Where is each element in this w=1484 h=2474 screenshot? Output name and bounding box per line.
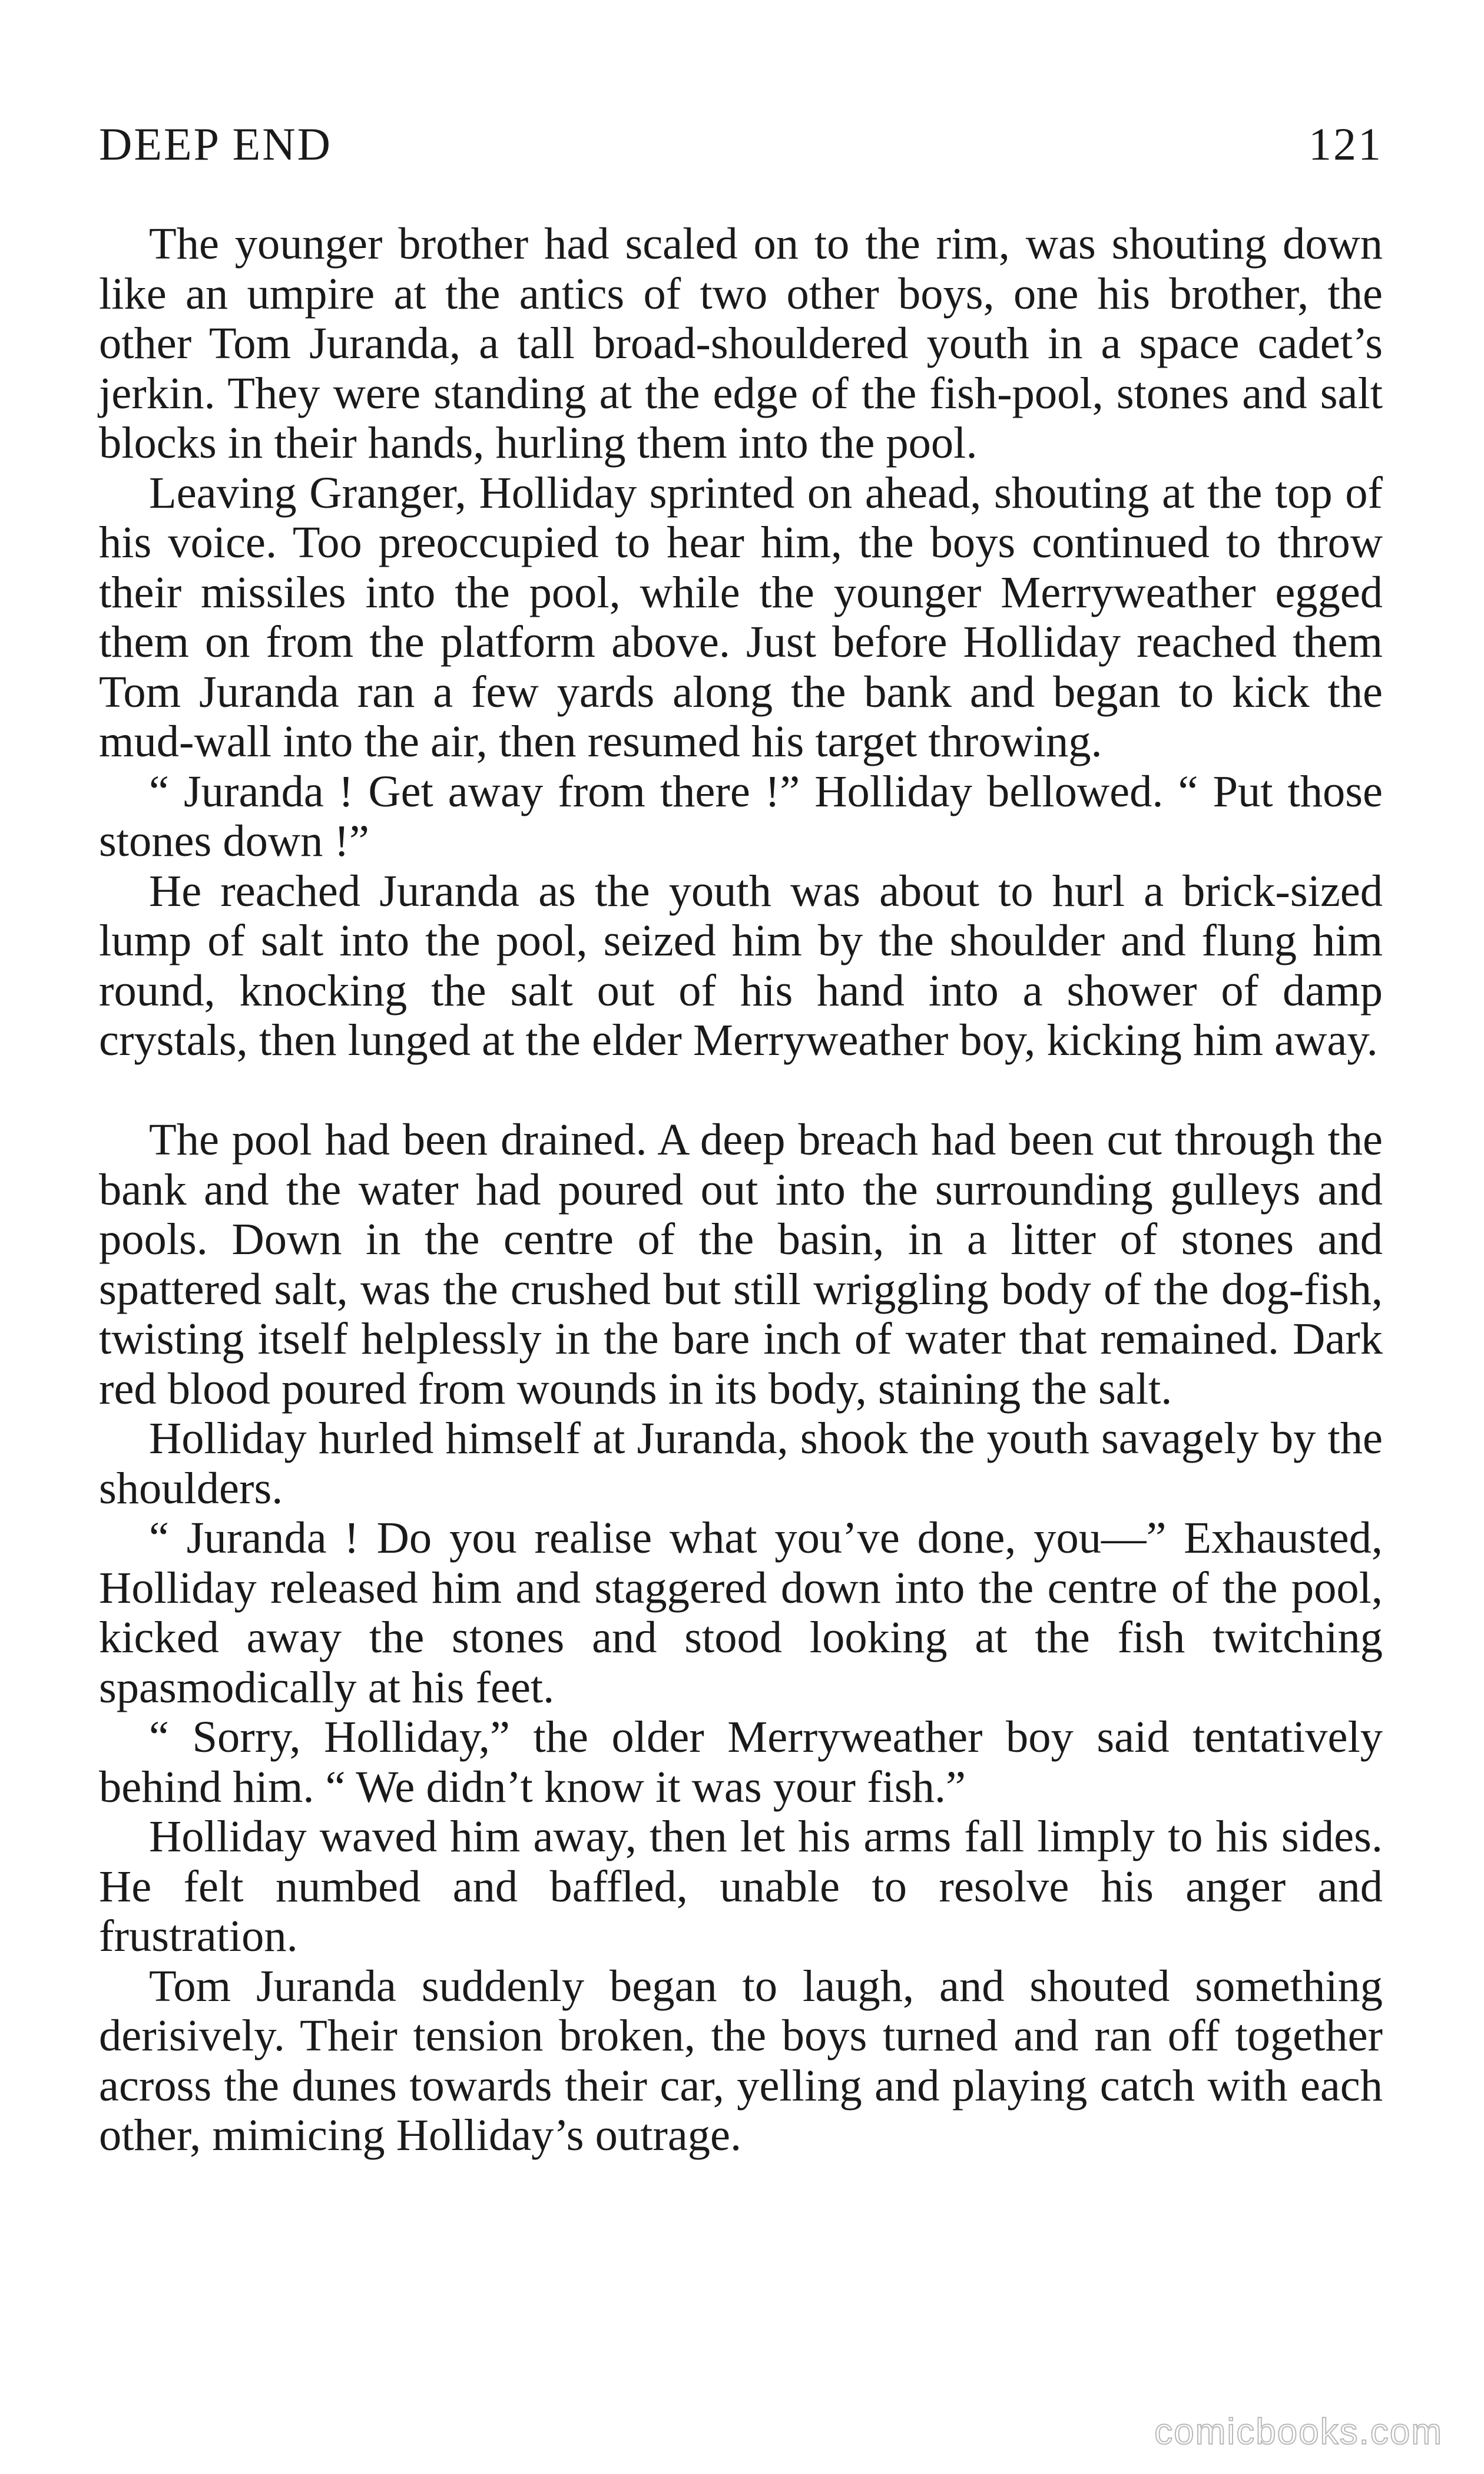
chapter-title: DEEP END bbox=[99, 118, 332, 170]
paragraph-10: Tom Juranda suddenly began to laugh, and shouted something derisively. Their tension broken, the boys turned and ran off together across the dunes towards their car, yelling and playing catch with each other, mimicing Holliday’s outrage. bbox=[99, 1960, 1383, 2160]
paragraph-8: “ Sorry, Holliday,” the older Merryweather boy said tentatively behind him. “ We didn’t know it was your fish.” bbox=[99, 1712, 1383, 1812]
page-number: 121 bbox=[1309, 118, 1383, 170]
running-head bbox=[99, 118, 1383, 183]
body-text bbox=[99, 219, 1383, 2161]
paragraph-6: Holliday hurled himself at Juranda, shook the youth savagely by the shoulders. bbox=[99, 1413, 1383, 1513]
paragraph-1: The younger brother had scaled on to the rim, was shouting down like an umpire at the antics of two other boys, one his brother, the other Tom Juranda, a tall broad-shouldered youth in a space cadet’s jerkin. They were standing at the edge of the fish-pool, stones and salt blocks in their hands, hurling them into the pool. bbox=[99, 219, 1383, 468]
paragraph-2: Leaving Granger, Holliday sprinted on ahead, shouting at the top of his voice. Too preoccupied to hear him, the boys continued to throw their missiles into the pool, while the younger Merryweather egged them on from the platform above. Just before Holliday reached them Tom Juranda ran a few yards along the bank and began to kick the mud-wall into the air, then resumed his target throwing. bbox=[99, 467, 1383, 766]
paragraph-5: The pool had been drained. A deep breach had been cut through the bank and the water had poured out into the surrounding gulleys and pools. Down in the centre of the basin, in a litter of stones and spattered salt, was the crushed but still wriggling body of the dog-fish, twisting itself helplessly in the bare inch of water that remained. Dark red blood poured from wounds in its body, staining the salt. bbox=[99, 1114, 1383, 1414]
paragraph-3: “ Juranda ! Get away from there !” Holliday bellowed. “ Put those stones down !” bbox=[99, 766, 1383, 866]
paragraph-4: He reached Juranda as the youth was about to hurl a brick-sized lump of salt into the pool, seized him by the shoulder and flung him round, knocking the salt out of his hand into a shower of damp crystals, then lunged at the elder Merryweather boy, kicking him away. bbox=[99, 865, 1383, 1065]
watermark: comicbooks.com bbox=[1154, 2412, 1443, 2452]
paragraph-9: Holliday waved him away, then let his arms fall limply to his sides. He felt numbed and baffled, unable to resolve his anger and frustration. bbox=[99, 1811, 1383, 1961]
paragraph-7: “ Juranda ! Do you realise what you’ve done, you—” Exhausted, Holliday released him and staggered down into the centre of the pool, kicked away the stones and stood looking at the fish twitching spasmodically at his feet. bbox=[99, 1513, 1383, 1712]
